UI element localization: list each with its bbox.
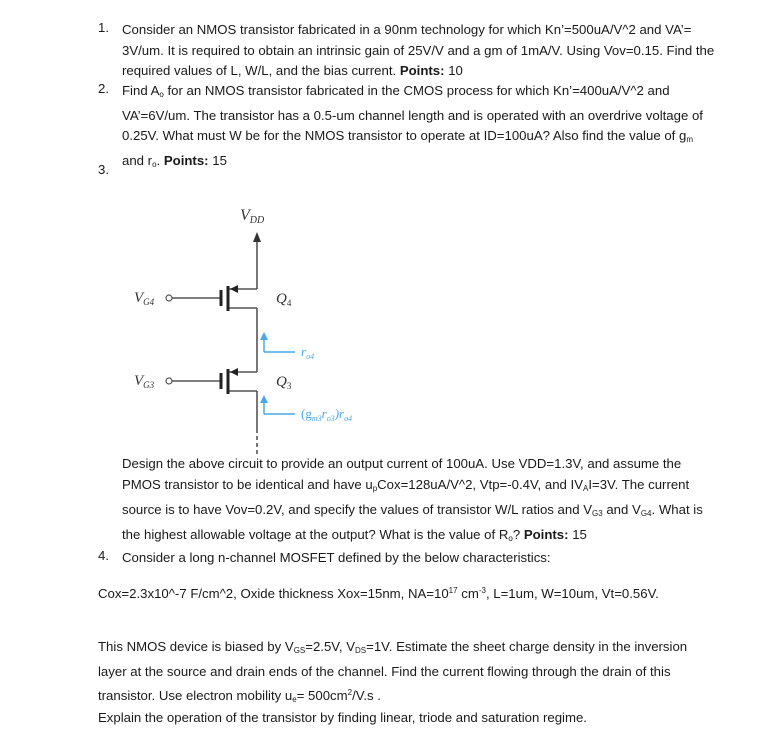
question-text: Consider an NMOS transistor fabricated in a 90nm technology for which Kn’=500uA/V^2 and VA’= 3V/um. It is required to obtain an intrinsic gain of 25V/V and a gm of 1mA/V. Using Vov=0.15. Find the required values of L, W/L, and the bias current.	[122, 22, 715, 78]
question-4-bias	[98, 636, 718, 710]
vg4-label: $V_{G4}$	[134, 290, 155, 307]
vdd-arrow-icon	[253, 232, 261, 242]
q3-transistor	[221, 369, 228, 394]
subscript: G3	[592, 509, 603, 518]
question-text: and V	[602, 502, 641, 517]
points-label: Points:	[399, 63, 445, 78]
bias-text: = 500cm	[296, 688, 348, 703]
question-text: ?	[512, 527, 521, 542]
question-4	[98, 548, 718, 569]
subscript: m	[686, 135, 693, 144]
subscript: e	[292, 695, 297, 704]
superscript: 2	[347, 688, 353, 697]
subscript: DS	[355, 646, 367, 655]
bias-text: =1V. Estimate the sheet charge density in the inversion layer at the source and drain ends of the channel. Find the current flowing through the drain of this transistor. Use electron mobility u	[98, 639, 688, 703]
question-text: and r	[122, 152, 153, 168]
question-3-description	[122, 453, 722, 549]
rout-label: $(g_{m3}r_{o3})r_{o4}$	[301, 406, 353, 423]
question-text: Find A	[122, 83, 160, 98]
question-text: I=3V. The current source is to have Vov=0.2V, and specify the values of transistor W/L ratios and V	[122, 477, 690, 517]
question-number: 2.	[98, 81, 109, 96]
q3-source-arrow-icon	[230, 368, 238, 376]
q4-source-arrow-icon	[230, 285, 238, 293]
explain-text: Explain the operation of the transistor by finding linear, triode and saturation regime.	[98, 710, 587, 725]
q4-label: $Q_4$	[276, 291, 292, 308]
vdd-label: VDD	[240, 207, 265, 226]
superscript: 17	[448, 586, 458, 595]
subscript: o	[152, 159, 157, 169]
ro4-arrow-icon	[260, 332, 268, 340]
question-text: Design the above circuit to provide an output current of 100uA. Use VDD=1.3V, and assume the PMOS transistor to be identical and have u	[122, 456, 682, 492]
subscript: GS	[293, 646, 306, 655]
subscript: o	[159, 90, 164, 99]
bias-text: =2.5V, V	[305, 639, 356, 654]
question-number: 1.	[98, 20, 109, 35]
question-4-parameters	[98, 580, 718, 604]
points-label: Points:	[523, 527, 569, 542]
q3-label: $Q_3$	[276, 374, 292, 391]
vg3-terminal	[166, 378, 172, 384]
question-text: . What is the highest allowable voltage at the output? What is the value of R	[122, 502, 703, 542]
subscript: A	[583, 484, 589, 493]
subscript: G4	[640, 509, 652, 518]
question-text: for an NMOS transistor fabricated in the CMOS process for which Kn’=400uA/V^2 and VA’=6V/um. The transistor has a 0.5-um channel length and is operated with an overdrive voltage of 0.25V. What must W be for the NMOS transistor to operate at ID=100uA? Also find the value of g	[122, 83, 703, 143]
q4-transistor	[221, 286, 228, 311]
superscript: -3	[478, 586, 486, 595]
question-number: 3.	[98, 162, 109, 177]
vg4-terminal	[166, 295, 172, 301]
ro4-label: $r_{o4}$	[301, 344, 315, 361]
points-value: 10	[448, 63, 463, 78]
bias-text: This NMOS device is biased by V	[98, 639, 294, 654]
points-value: 15	[212, 152, 227, 168]
question-text: Consider a long n-channel MOSFET defined by the below characteristics:	[122, 550, 551, 565]
question-number: 4.	[98, 548, 109, 563]
parameters-text: , L=1um, W=10um, Vt=0.56V.	[485, 586, 659, 601]
parameters-text: cm	[457, 586, 479, 601]
vg3-label: $V_{G3}$	[134, 373, 155, 390]
question-text: .	[156, 152, 161, 168]
subscript: p	[372, 484, 378, 493]
question-4-explain	[98, 707, 718, 728]
points-value: 15	[572, 527, 587, 542]
subscript: o	[508, 534, 513, 543]
rout-arrow-icon	[260, 395, 268, 403]
bias-text: /V.s .	[352, 688, 381, 703]
parameters-text: Cox=2.3x10^-7 F/cm^2, Oxide thickness Xox=15nm, NA=10	[98, 586, 449, 601]
points-label: Points:	[163, 152, 209, 168]
question-text: Cox=128uA/V^2, Vtp=-0.4V, and IV	[377, 477, 584, 492]
